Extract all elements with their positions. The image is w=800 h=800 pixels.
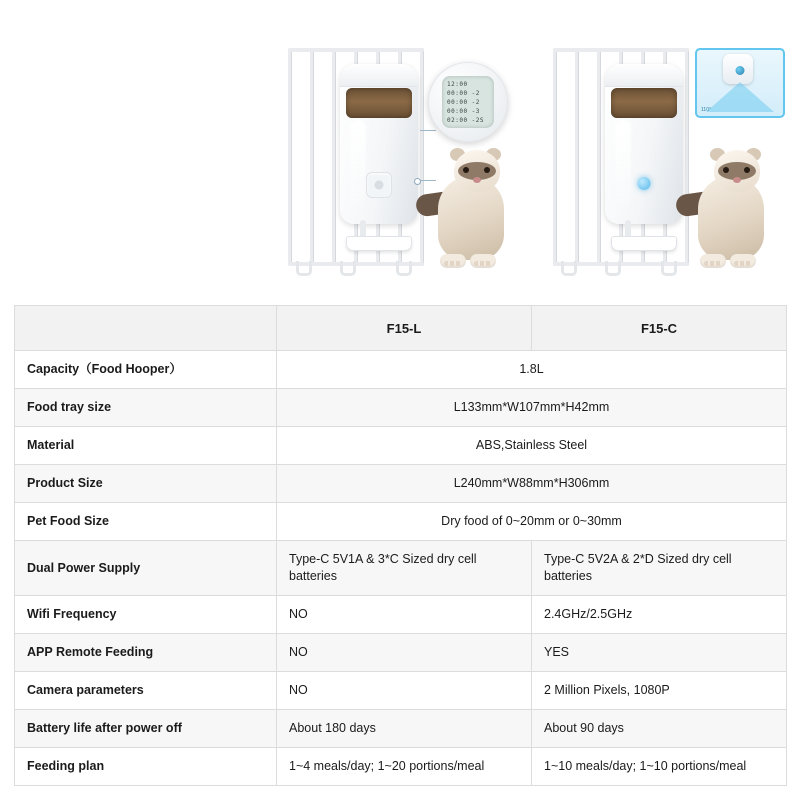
row-value-merged: L133mm*W107mm*H42mm [277, 389, 787, 427]
row-label: APP Remote Feeding [15, 634, 277, 672]
row-label: Product Size [15, 465, 277, 503]
lcd-screen [442, 76, 494, 128]
body-highlight [350, 120, 366, 206]
camera-angle-label: 110° [701, 107, 711, 113]
row-value-merged: L240mm*W88mm*H306mm [277, 465, 787, 503]
camera-angle-callout [695, 48, 785, 118]
product-photo-f15l [280, 30, 530, 280]
row-label: Dual Power Supply [15, 541, 277, 596]
row-label: Camera parameters [15, 672, 277, 710]
lcd-display-callout [428, 62, 508, 142]
row-label: Food tray size [15, 389, 277, 427]
table-row [15, 389, 787, 427]
camera-lens-icon [736, 66, 745, 75]
feeder-device-f15c [605, 64, 683, 224]
product-image-banner [0, 0, 800, 300]
product-photo-f15c [545, 30, 790, 280]
row-value-f15l: NO [277, 634, 532, 672]
table-row [15, 541, 787, 596]
feeder-lid [605, 64, 683, 87]
table-row [15, 351, 787, 389]
row-value-f15l: NO [277, 672, 532, 710]
row-label: Material [15, 427, 277, 465]
row-label: Feeding plan [15, 748, 277, 786]
manual-feed-button-icon [366, 172, 392, 198]
lcd-line: 12:00 [447, 81, 468, 88]
row-value-f15c: 2 Million Pixels, 1080P [532, 672, 787, 710]
row-value-merged: 1.8L [277, 351, 787, 389]
feeder-device-f15l [340, 64, 418, 224]
table-row [15, 503, 787, 541]
header-cell-f15c: F15-C [532, 306, 787, 351]
row-label: Wifi Frequency [15, 596, 277, 634]
lcd-line: 00:00 -3 [447, 108, 480, 115]
row-value-f15c: About 90 days [532, 710, 787, 748]
row-value-f15c: Type-C 5V2A & 2*D Sized dry cell batteries [532, 541, 787, 596]
specification-table-container [14, 305, 786, 786]
table-row [15, 710, 787, 748]
lcd-line: 00:00 -2 [447, 99, 480, 106]
table-row [15, 748, 787, 786]
row-value-merged: ABS,Stainless Steel [277, 427, 787, 465]
specification-table [14, 305, 787, 786]
row-value-f15l: Type-C 5V1A & 3*C Sized dry cell batteries [277, 541, 532, 596]
food-hopper-window [346, 88, 412, 118]
header-cell-blank [15, 306, 277, 351]
feeder-lid [340, 64, 418, 87]
callout-leader-line [420, 130, 436, 131]
header-cell-f15l: F15-L [277, 306, 532, 351]
table-row [15, 672, 787, 710]
row-label: Pet Food Size [15, 503, 277, 541]
food-tray [603, 226, 685, 250]
row-value-merged: Dry food of 0~20mm or 0~30mm [277, 503, 787, 541]
lcd-line: 00:00 -2 [447, 90, 480, 97]
row-label: Capacity（Food Hooper） [15, 351, 277, 389]
table-row [15, 634, 787, 672]
row-value-f15c: YES [532, 634, 787, 672]
camera-view-cone [706, 82, 774, 112]
table-row [15, 465, 787, 503]
food-tray [338, 226, 420, 250]
table-row [15, 596, 787, 634]
table-header-row [15, 306, 787, 351]
row-value-f15c: 2.4GHz/2.5GHz [532, 596, 787, 634]
led-indicator-icon [638, 177, 651, 190]
ferret-photo [680, 140, 784, 272]
ferret-photo [420, 140, 524, 272]
lcd-line: 02:00 -2S [447, 117, 485, 124]
row-label: Battery life after power off [15, 710, 277, 748]
food-hopper-window [611, 88, 677, 118]
row-value-f15c: 1~10 meals/day; 1~10 portions/meal [532, 748, 787, 786]
row-value-f15l: About 180 days [277, 710, 532, 748]
row-value-f15l: NO [277, 596, 532, 634]
row-value-f15l: 1~4 meals/day; 1~20 portions/meal [277, 748, 532, 786]
table-row [15, 427, 787, 465]
body-highlight [615, 120, 631, 206]
